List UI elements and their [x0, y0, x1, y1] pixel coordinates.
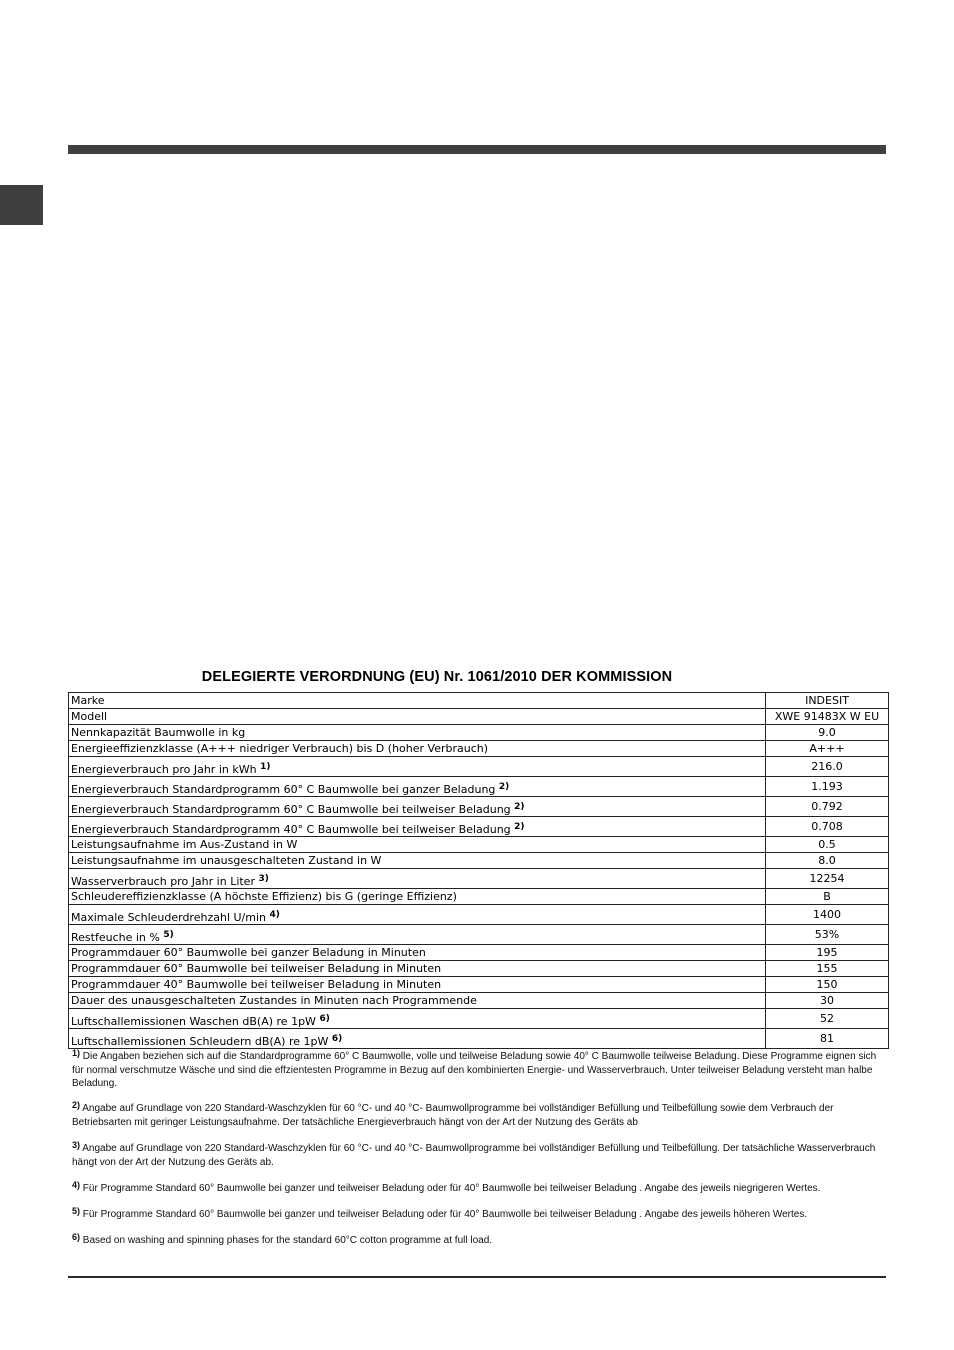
row-value: 0.792 [766, 797, 889, 817]
table-row [69, 1009, 889, 1029]
footnote-ref: 1) [260, 761, 271, 772]
table-row [69, 817, 889, 837]
row-value: 155 [766, 961, 889, 977]
row-label: Schleudereffizienzklasse (A höchste Effizienz) bis G (geringe Effizienz) [69, 889, 766, 905]
table-row [69, 1029, 889, 1049]
table-row [69, 693, 889, 709]
row-value: 53% [766, 925, 889, 945]
row-value: 30 [766, 993, 889, 1009]
footnote-number: 2) [72, 1100, 81, 1110]
row-value: 52 [766, 1009, 889, 1029]
row-value: A+++ [766, 741, 889, 757]
footnote-ref: 6) [319, 1013, 330, 1024]
row-value: 0.5 [766, 837, 889, 853]
row-label: Energieverbrauch Standardprogramm 40° C Baumwolle bei teilweiser Beladung $^{2)}$ [69, 817, 766, 837]
footnote [72, 1102, 882, 1129]
table-row [69, 905, 889, 925]
table-row [69, 837, 889, 853]
footnote-text: Die Angaben beziehen sich auf die Standardprogramme 60° C Baumwolle, volle und teilweise Beladung sowie 40° C Baumwolle teilweise Beladung. Diese Programme eignen sich für normal verschmutze Wäsche und sind die effzientesten Programme in Bezug auf den kombinierten Energie- und Wasserverbrauch. Unter teilweiser Beladung versteht man halbe Beladung. [72, 1051, 877, 1089]
row-label: Nennkapazität Baumwolle in kg [69, 725, 766, 741]
footnote-number: 4) [72, 1180, 81, 1190]
table-row [69, 757, 889, 777]
footnote-text: Angabe auf Grundlage von 220 Standard-Waschzyklen für 60 °C- und 40 °C- Baumwollprogramme bei vollständiger Befüllung und Teilbefüllung sowie dem Verbrauch der Betriebsarten mit geringer Leistungsaufnahme. Der tatsächliche Energieverbrauch hängt von der Art der Nutzung des Geräts ab [72, 1103, 834, 1128]
row-label: Leistungsaufnahme im Aus-Zustand in W [69, 837, 766, 853]
footnote-ref: 2) [514, 801, 525, 812]
row-value: 150 [766, 977, 889, 993]
table-row [69, 797, 889, 817]
row-value: INDESIT [766, 693, 889, 709]
row-value: 195 [766, 945, 889, 961]
row-label: Programmdauer 40° Baumwolle bei teilweiser Beladung in Minuten [69, 977, 766, 993]
footnote-text: Based on washing and spinning phases for the standard 60°C cotton programme at full load. [82, 1235, 493, 1246]
footnote-ref: 5) [163, 929, 174, 940]
footnote-number: 3) [72, 1140, 81, 1150]
footnote [72, 1142, 882, 1169]
table-row [69, 977, 889, 993]
spec-table [68, 692, 889, 1049]
row-label: Energieverbrauch pro Jahr in kWh $^{1)}$ [69, 757, 766, 777]
footnote-ref: 6) [331, 1033, 343, 1044]
row-label: Programmdauer 60° Baumwolle bei ganzer Beladung in Minuten [69, 945, 766, 961]
footnote [72, 1182, 882, 1196]
footnote-text: Angabe auf Grundlage von 220 Standard-Waschzyklen für 60 °C- und 40 °C- Baumwollprogramme bei vollständiger Befüllung und Teilbefüllung. Der tatsächliche Wasserverbrauch hängt von der Art der Nutzung des Geräts ab. [72, 1143, 876, 1168]
row-label: Programmdauer 60° Baumwolle bei teilweiser Beladung in Minuten [69, 961, 766, 977]
regulation-title: DELEGIERTE VERORDNUNG (EU) Nr. 1061/2010 DER KOMMISSION [201, 669, 673, 685]
table-row [69, 889, 889, 905]
footnote [72, 1050, 882, 1091]
footnote-ref: 2) [514, 821, 525, 832]
row-label: Energieverbrauch Standardprogramm 60° C Baumwolle bei teilweiser Beladung $^{2)}$ [69, 797, 766, 817]
row-value: 0.708 [766, 817, 889, 837]
table-row [69, 853, 889, 869]
table-row [69, 709, 889, 725]
footnote-number: 5) [72, 1206, 81, 1216]
table-row [69, 945, 889, 961]
footnote-ref: 4) [269, 909, 280, 920]
row-value: 8.0 [766, 853, 889, 869]
section-tab [0, 185, 43, 225]
table-row [69, 777, 889, 797]
footnote [72, 1234, 882, 1248]
row-value: 81 [766, 1029, 889, 1049]
footnote-number: 1) [72, 1048, 81, 1058]
row-value: 12254 [766, 869, 889, 889]
table-row [69, 741, 889, 757]
row-value: 9.0 [766, 725, 889, 741]
row-label: Modell [69, 709, 766, 725]
row-value: 216.0 [766, 757, 889, 777]
row-label: Restfeuche in % $^{5)}$ [69, 925, 766, 945]
table-row [69, 725, 889, 741]
row-label: Energieeffizienzklasse (A+++ niedriger Verbrauch) bis D (hoher Verbrauch) [69, 741, 766, 757]
row-label: Wasserverbrauch pro Jahr in Liter $^{3)}$ [69, 869, 766, 889]
footnote [72, 1208, 882, 1222]
footnote-ref: 2) [498, 781, 510, 792]
table-row [69, 993, 889, 1009]
footnote-number: 6) [72, 1232, 81, 1242]
top-rule [68, 145, 886, 154]
row-label: Energieverbrauch Standardprogramm 60° C Baumwolle bei ganzer Beladung $^{2)}$ [69, 777, 766, 797]
bottom-rule [68, 1276, 886, 1278]
row-label: Luftschallemissionen Schleudern dB(A) re 1pW $^{6)}$ [69, 1029, 766, 1049]
row-value: XWE 91483X W EU [766, 709, 889, 725]
row-value: 1.193 [766, 777, 889, 797]
row-label: Leistungsaufnahme im unausgeschalteten Zustand in W [69, 853, 766, 869]
row-value: 1400 [766, 905, 889, 925]
row-label: Marke [69, 693, 766, 709]
footnote-text: Für Programme Standard 60° Baumwolle bei ganzer und teilweiser Beladung oder für 40° Baumwolle bei teilweiser Beladung . Angabe des jeweils höheren Wertes. [82, 1209, 808, 1220]
row-label: Luftschallemissionen Waschen dB(A) re 1pW $^{6)}$ [69, 1009, 766, 1029]
footnote-text: Für Programme Standard 60° Baumwolle bei ganzer und teilweiser Beladung oder für 40° Baumwolle bei teilweiser Beladung . Angabe des jeweils niegrigeren Wertes. [82, 1183, 821, 1194]
table-row [69, 925, 889, 945]
table-row [69, 961, 889, 977]
row-value: B [766, 889, 889, 905]
row-label: Maximale Schleuderdrehzahl U/min $^{4)}$ [69, 905, 766, 925]
row-label: Dauer des unausgeschalteten Zustandes in Minuten nach Programmende [69, 993, 766, 1009]
footnote-ref: 3) [258, 873, 269, 884]
table-row [69, 869, 889, 889]
